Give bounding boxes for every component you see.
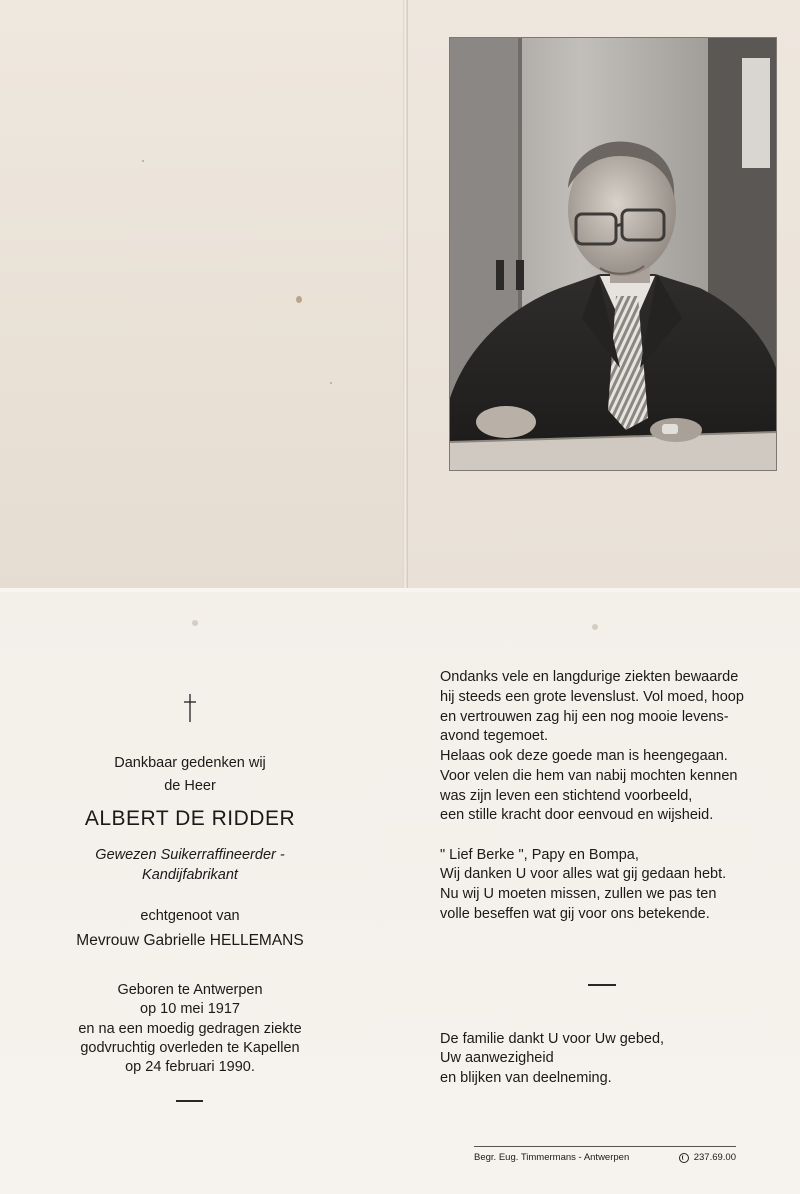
undertaker-name: Begr. Eug. Timmermans - Antwerpen bbox=[474, 1152, 630, 1163]
divider bbox=[588, 984, 616, 986]
footer-rule bbox=[474, 1146, 736, 1147]
text-line: " Lief Berke ", Papy en Bompa, bbox=[440, 847, 639, 863]
title-prefix: de Heer bbox=[164, 778, 216, 794]
text-line: hij steeds een grote levenslust. Vol moed, hoop bbox=[440, 689, 744, 705]
phone-number: 237.69.00 bbox=[693, 1152, 736, 1163]
death-date: op 24 februari 1990. bbox=[125, 1059, 255, 1075]
birth-place: Geboren te Antwerpen bbox=[117, 982, 263, 998]
text-line: volle beseffen wat gij voor ons betekende. bbox=[440, 906, 710, 922]
text-line: Ondanks vele en langdurige ziekten bewaarde bbox=[440, 669, 739, 685]
text-line: De familie dankt U voor Uw gebed, bbox=[440, 1031, 665, 1047]
text-line: Nu wij U moeten missen, zullen we pas ten bbox=[440, 886, 717, 902]
deceased-name: ALBERT DE RIDDER bbox=[84, 807, 296, 830]
divider bbox=[176, 1100, 203, 1102]
text-line: een stille kracht door eenvoud en wijsheid. bbox=[440, 807, 714, 823]
occupation-line-2: Kandijfabrikant bbox=[142, 867, 238, 883]
text-line: en blijken van deelneming. bbox=[440, 1070, 612, 1086]
paper-speck bbox=[142, 160, 144, 162]
portrait-photo-icon bbox=[450, 38, 776, 470]
intro-text: Dankbaar gedenken wij bbox=[114, 755, 266, 771]
card-outside bbox=[0, 0, 800, 588]
death-line-2: godvruchtig overleden te Kapellen bbox=[80, 1040, 300, 1056]
paper-speck bbox=[330, 382, 332, 384]
text-line: Wij danken U voor alles wat gij gedaan hebt. bbox=[440, 866, 727, 882]
text-line: Voor velen die hem van nabij mochten kennen bbox=[440, 768, 738, 784]
text-line: en vertrouwen zag hij een nog mooie levens- bbox=[440, 709, 729, 725]
death-line-1: en na een moedig gedragen ziekte bbox=[78, 1021, 302, 1037]
text-line: was zijn leven een stichtend voorbeeld, bbox=[440, 788, 693, 804]
occupation-line-1: Gewezen Suikerraffineerder - bbox=[95, 847, 285, 863]
text-line: Helaas ook deze goede man is heengegaan. bbox=[440, 748, 728, 764]
fold-crease bbox=[403, 0, 408, 588]
text-line: avond tegemoet. bbox=[440, 728, 549, 744]
printer-footer bbox=[474, 1152, 736, 1163]
portrait-photo bbox=[450, 38, 776, 470]
staple-hole bbox=[192, 620, 198, 626]
telephone-icon bbox=[679, 1153, 689, 1163]
staple-hole bbox=[592, 624, 598, 630]
phone-number-group bbox=[679, 1152, 736, 1163]
card-inside bbox=[0, 592, 800, 1194]
cross-icon bbox=[182, 694, 198, 722]
birth-date: op 10 mei 1917 bbox=[140, 1001, 240, 1017]
card-back-panel bbox=[0, 0, 406, 588]
text-line: Uw aanwezigheid bbox=[440, 1050, 554, 1066]
spouse-label: echtgenoot van bbox=[140, 908, 240, 924]
spouse-name: Mevrouw Gabrielle HELLEMANS bbox=[76, 932, 304, 949]
paper-speck bbox=[296, 296, 302, 303]
